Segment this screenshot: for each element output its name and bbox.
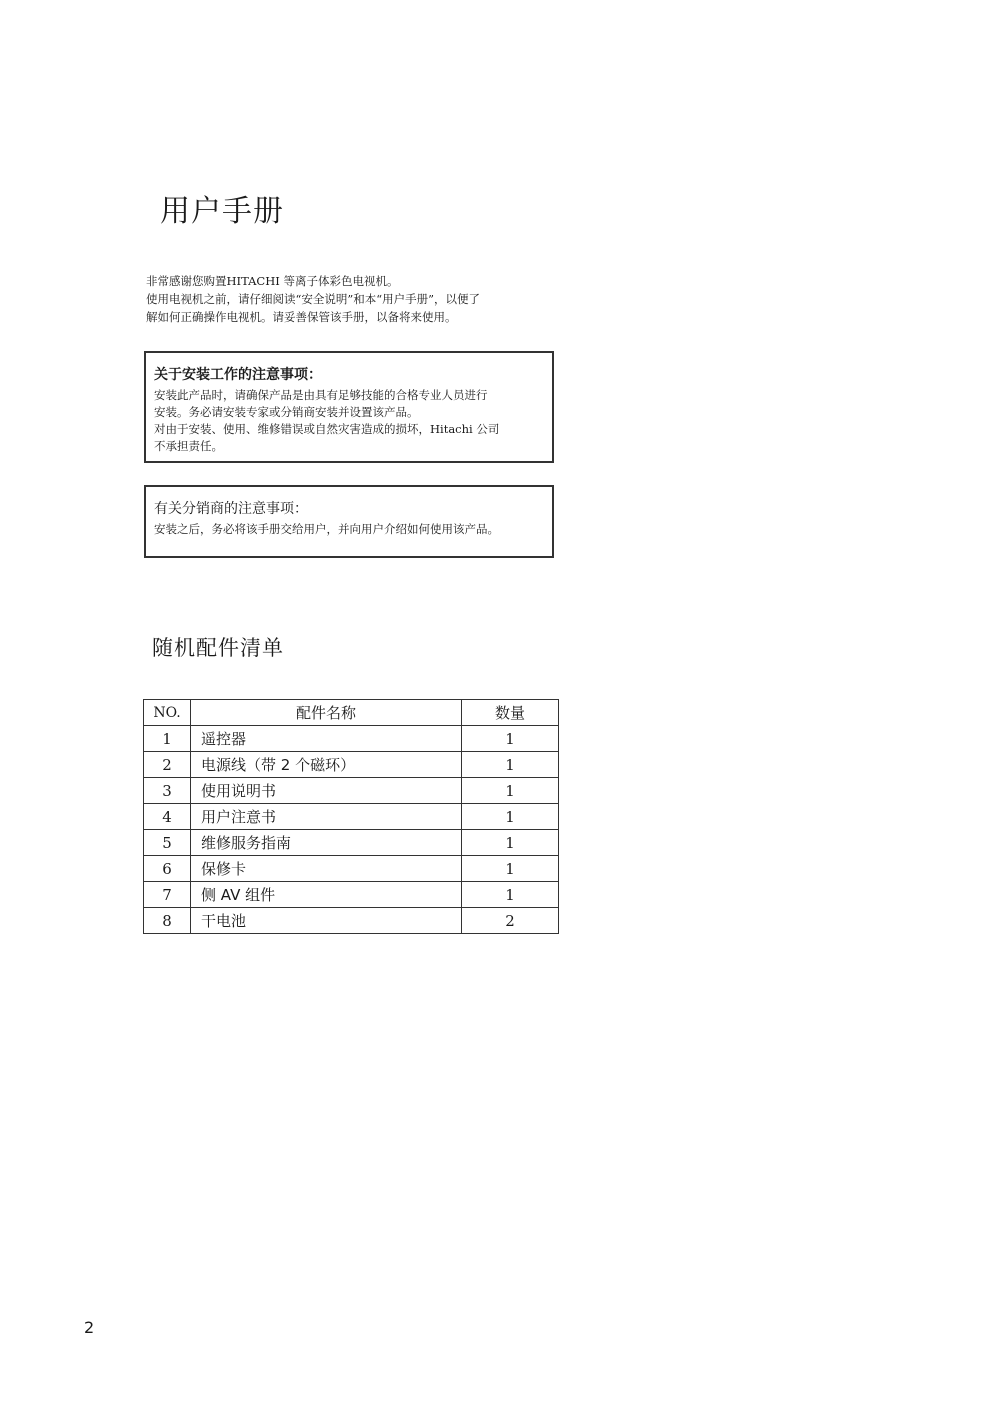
header-name: 配件名称 — [191, 700, 462, 726]
table-row — [144, 830, 559, 856]
dealer-notice-box — [144, 485, 554, 558]
table-row — [144, 726, 559, 752]
row-qty: 1 — [462, 830, 559, 856]
row-name: 电源线（带 2 个磁环） — [191, 752, 462, 778]
accessories-table — [143, 699, 559, 934]
page-number: 2 — [84, 1318, 95, 1337]
notice-line: 不承担责任。 — [154, 439, 223, 453]
table-row — [144, 908, 559, 934]
row-qty: 1 — [462, 856, 559, 882]
row-no: 7 — [144, 882, 191, 908]
row-no: 4 — [144, 804, 191, 830]
table-row — [144, 752, 559, 778]
intro-line: 非常感谢您购置HITACHI 等离子体彩色电视机。 — [146, 274, 399, 288]
row-no: 8 — [144, 908, 191, 934]
table-row — [144, 778, 559, 804]
row-qty: 1 — [462, 726, 559, 752]
row-qty: 1 — [462, 752, 559, 778]
intro-line: 解如何正确操作电视机。请妥善保管该手册，以备将来使用。 — [146, 310, 457, 324]
row-no: 1 — [144, 726, 191, 752]
row-no: 6 — [144, 856, 191, 882]
table-row — [144, 882, 559, 908]
row-name: 保修卡 — [191, 856, 462, 882]
notice-line: 安装之后，务必将该手册交给用户，并向用户介绍如何使用该产品。 — [154, 522, 499, 536]
notice-line: 对由于安装、使用、维修错误或自然灾害造成的损坏，Hitachi 公司 — [154, 422, 500, 436]
notice-line: 安装。务必请安装专家或分销商安装并设置该产品。 — [154, 405, 419, 419]
dealer-notice-title: 有关分销商的注意事项： — [154, 501, 308, 517]
intro-line: 使用电视机之前，请仔细阅读“安全说明”和本“用户手册”，以便了 — [146, 292, 481, 306]
installation-notice-body — [154, 387, 544, 455]
row-qty: 1 — [462, 804, 559, 830]
table-row — [144, 856, 559, 882]
row-name: 用户注意书 — [191, 804, 462, 830]
row-no: 5 — [144, 830, 191, 856]
header-qty: 数量 — [462, 700, 559, 726]
installation-notice-title: 关于安装工作的注意事项： — [154, 367, 322, 383]
row-name: 维修服务指南 — [191, 830, 462, 856]
intro-text — [146, 272, 566, 326]
table-header-row — [144, 700, 559, 726]
accessories-title: 随机配件清单 — [152, 636, 284, 660]
row-qty: 1 — [462, 778, 559, 804]
row-qty: 1 — [462, 882, 559, 908]
page-title: 用户手册 — [160, 194, 284, 229]
row-name: 侧 AV 组件 — [191, 882, 462, 908]
table-row — [144, 804, 559, 830]
row-qty: 2 — [462, 908, 559, 934]
row-no: 3 — [144, 778, 191, 804]
installation-notice-box — [144, 351, 554, 463]
header-no: NO. — [144, 700, 191, 726]
dealer-notice-body — [154, 521, 544, 538]
notice-line: 安装此产品时，请确保产品是由具有足够技能的合格专业人员进行 — [154, 388, 488, 402]
row-name: 遥控器 — [191, 726, 462, 752]
row-name: 干电池 — [191, 908, 462, 934]
row-name: 使用说明书 — [191, 778, 462, 804]
row-no: 2 — [144, 752, 191, 778]
